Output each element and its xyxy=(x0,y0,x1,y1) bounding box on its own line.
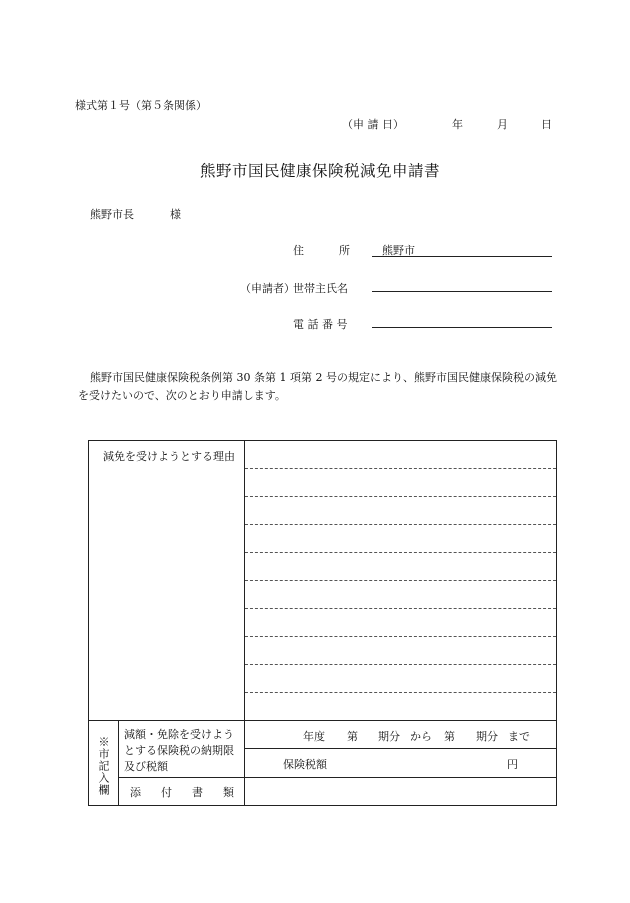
reason-line[interactable] xyxy=(245,664,556,665)
application-date-label: （申 請 日） xyxy=(342,118,404,131)
attachments-divider xyxy=(118,777,557,778)
month-label: 月 xyxy=(497,118,508,131)
address-label-a: 住 xyxy=(293,244,304,257)
attachments-char: 添 xyxy=(130,786,141,799)
yen-label: 円 xyxy=(507,758,518,771)
period-end-kibun: 期分 xyxy=(476,730,498,743)
period-from-label: から xyxy=(410,730,432,743)
phone-underline xyxy=(372,327,552,328)
address-underline xyxy=(372,256,552,257)
section-divider xyxy=(88,720,557,721)
address-field[interactable]: 熊野市 xyxy=(382,244,415,257)
period-start-kibun: 期分 xyxy=(378,730,400,743)
tax-period-label-1: 減額・免除を受けよう xyxy=(124,728,234,741)
reason-line[interactable] xyxy=(245,692,556,693)
household-head-underline xyxy=(372,291,552,292)
tax-period-label-2: とする保険税の納期限 xyxy=(124,744,234,757)
reason-line[interactable] xyxy=(245,468,556,469)
attachments-char: 類 xyxy=(223,786,234,799)
period-amount-divider xyxy=(245,748,556,749)
fiscal-year-label: 年度 xyxy=(303,730,325,743)
attachments-char: 付 xyxy=(161,786,172,799)
city-use-divider xyxy=(118,720,119,806)
reason-line[interactable] xyxy=(245,552,556,553)
reason-line[interactable] xyxy=(245,524,556,525)
reason-line[interactable] xyxy=(245,608,556,609)
household-head-label: 世帯主氏名 xyxy=(293,282,348,295)
body-text-line2: を受けたいので、次のとおり申請します。 xyxy=(78,389,286,402)
year-label: 年 xyxy=(452,118,463,131)
day-label: 日 xyxy=(541,118,552,131)
applicant-prefix: （申請者） xyxy=(240,282,295,295)
reason-line[interactable] xyxy=(245,496,556,497)
period-end-dai: 第 xyxy=(444,730,455,743)
address-label-b: 所 xyxy=(339,244,350,257)
tax-amount-label: 保険税額 xyxy=(283,758,327,771)
reason-line[interactable] xyxy=(245,580,556,581)
period-start-dai: 第 xyxy=(347,730,358,743)
phone-label: 電 話 番 号 xyxy=(293,318,348,331)
tax-period-label-3: 及び税額 xyxy=(124,760,168,773)
addressee-honorific: 様 xyxy=(170,208,181,221)
form-number: 様式第１号（第５条関係） xyxy=(75,99,207,112)
addressee-name: 熊野市長 xyxy=(90,208,134,221)
body-text-line1: 熊野市国民健康保険税条例第 30 条第 1 項第 2 号の規定により、熊野市国民健康保険税の減免 xyxy=(90,371,557,384)
attachments-char: 書 xyxy=(192,786,203,799)
reason-label: 減免を受けようとする理由 xyxy=(103,450,235,463)
attachments-label xyxy=(130,784,234,800)
column-divider xyxy=(244,440,245,806)
city-use-label: ※市記入欄 xyxy=(97,736,110,796)
reason-line[interactable] xyxy=(245,636,556,637)
period-to-label: まで xyxy=(508,730,530,743)
document-title: 熊野市国民健康保険税減免申請書 xyxy=(200,162,441,180)
